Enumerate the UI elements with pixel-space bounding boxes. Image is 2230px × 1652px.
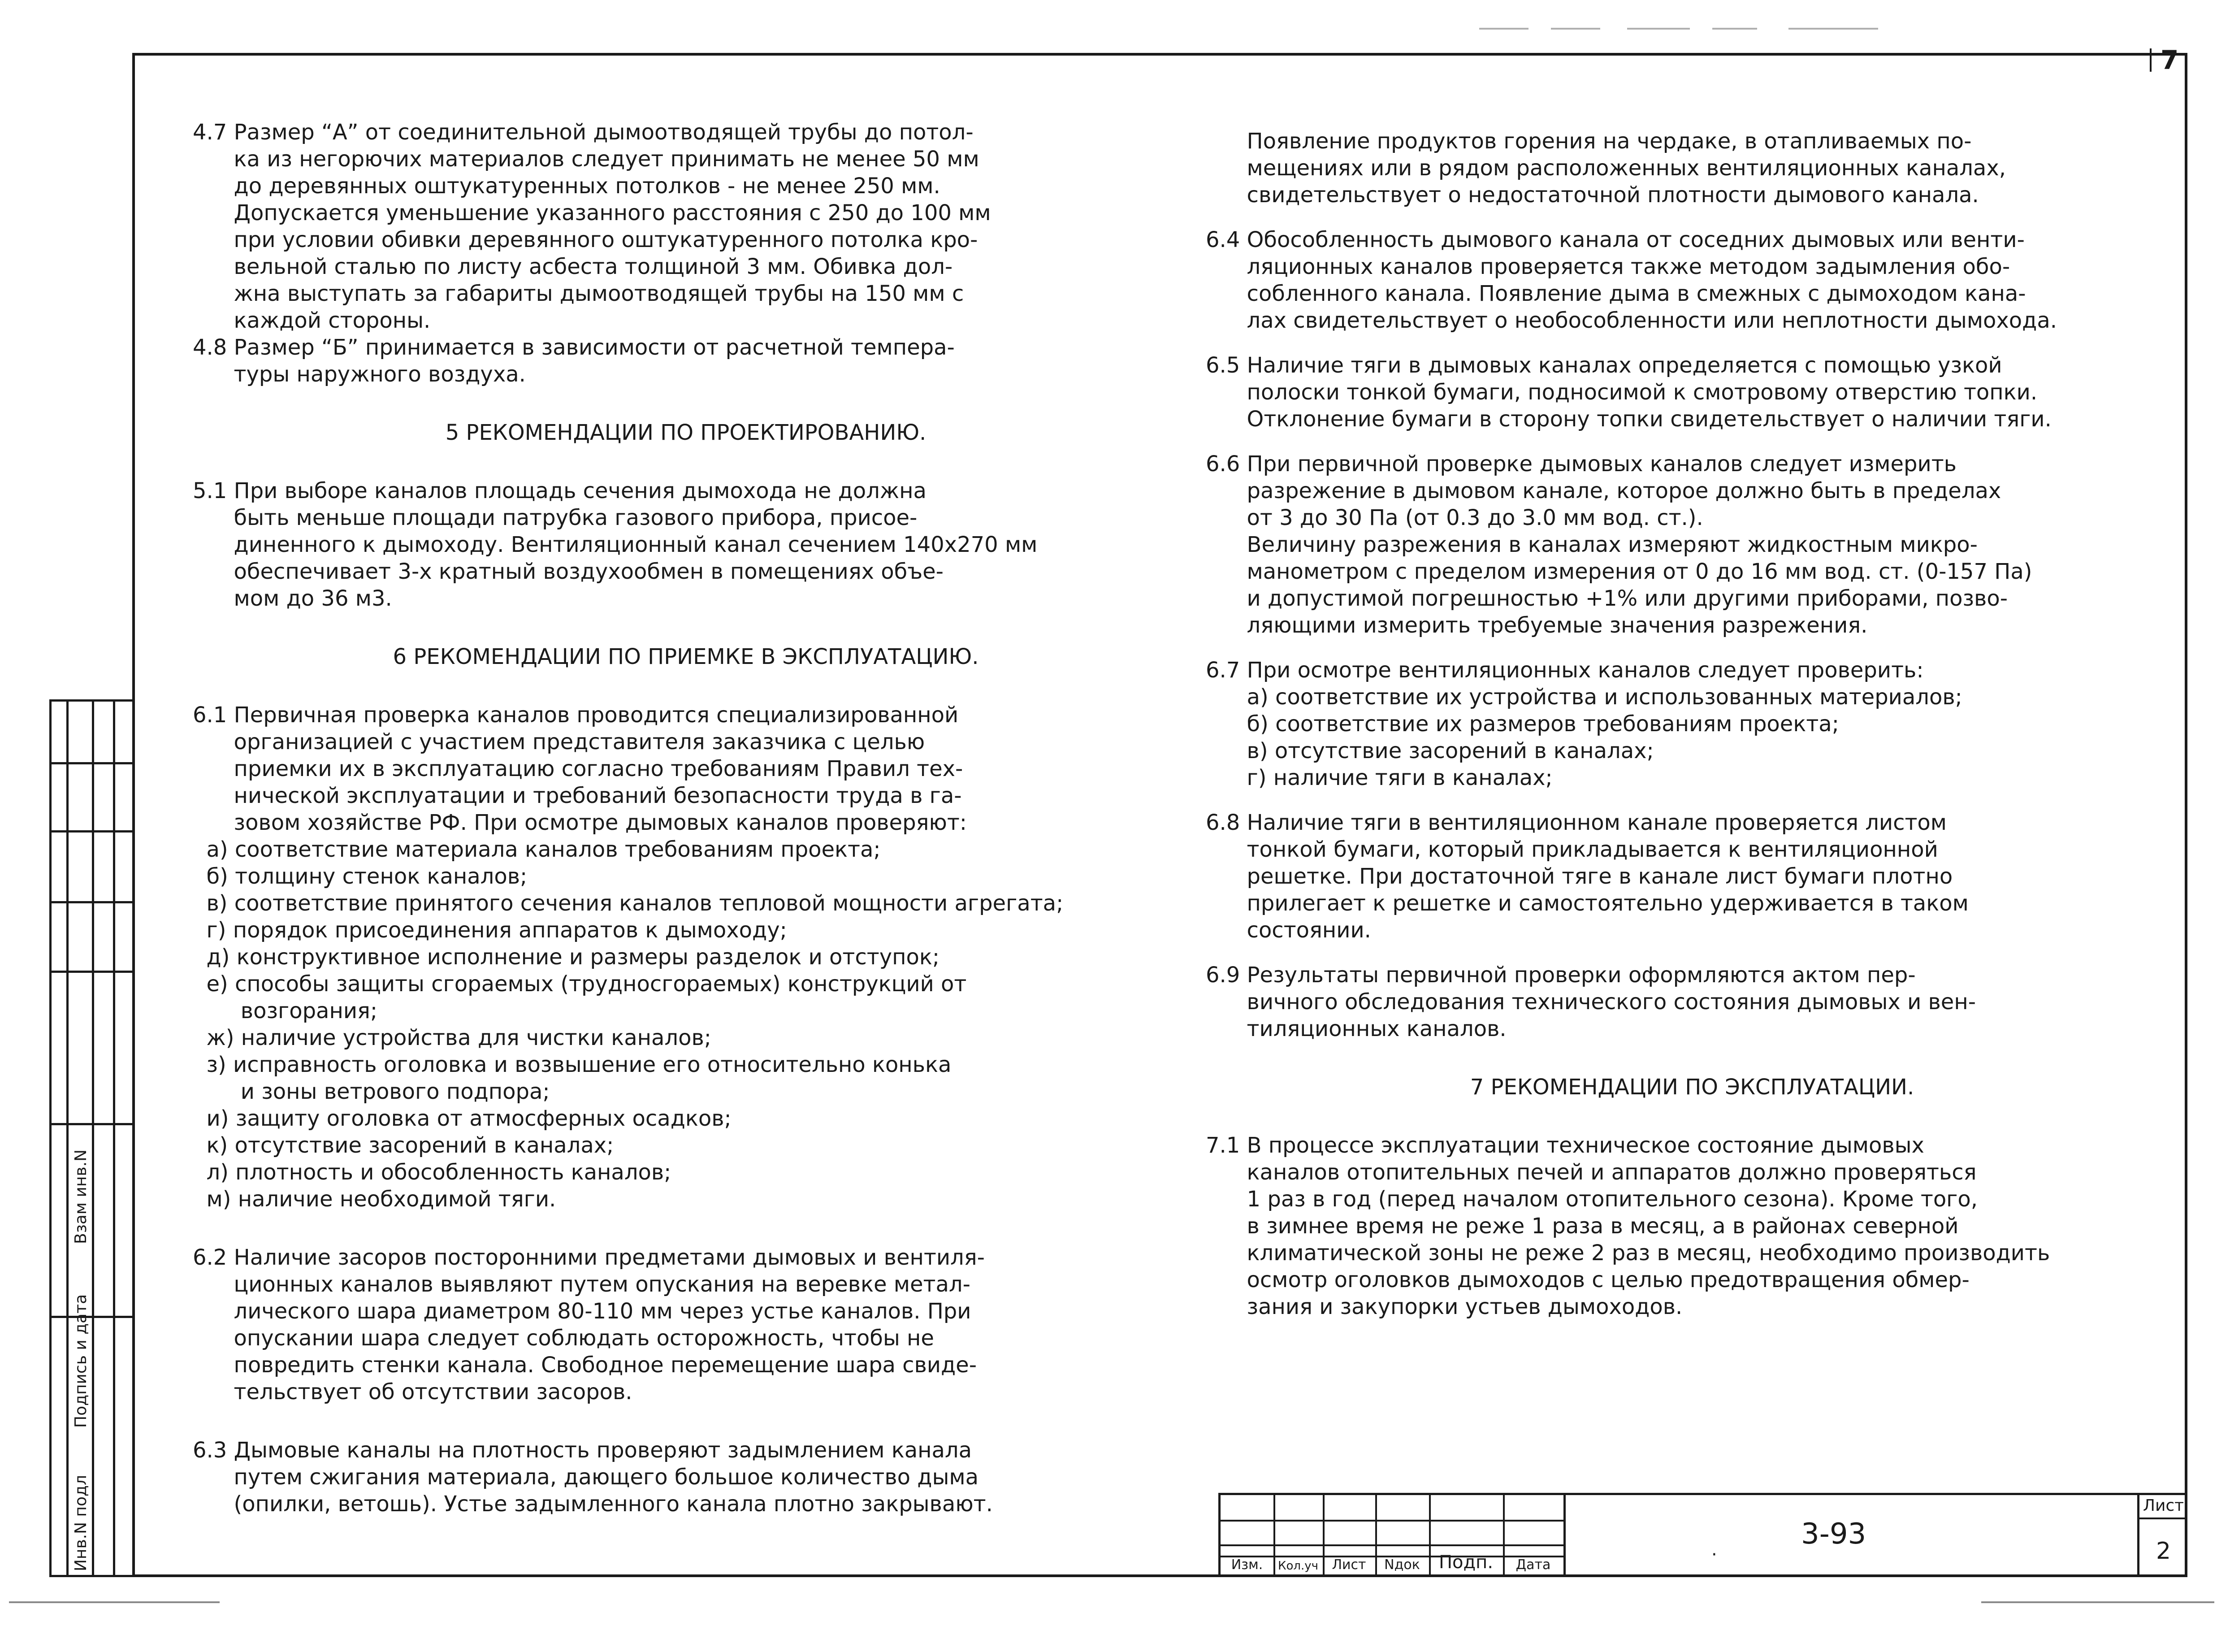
text-line: собленного канала. Появление дыма в смежных с дымоходом кана- (1206, 281, 2026, 306)
paragraph-gap (1206, 334, 2178, 352)
sheet-label: Лист (2139, 1496, 2187, 1519)
scan-dash (1788, 28, 1878, 30)
text-line: л) плотность и обособленность каналов; (193, 1160, 671, 1185)
text-line: в) отсутствие засорений в каналах; (1206, 738, 1654, 763)
section-heading: 6 РЕКОМЕНДАЦИИ ПО ПРИЕМКЕ В ЭКСПЛУАТАЦИЮ. (393, 644, 979, 669)
strip-divider (113, 702, 115, 1575)
text-line: б) соответствие их размеров требованиям проекта; (1206, 711, 1839, 737)
text-line: в) соответствие принятого сечения каналов тепловой мощности агрегата; (193, 891, 1064, 916)
text-line: к) отсутствие засорений в каналах; (193, 1133, 614, 1158)
strip-row-line (52, 762, 134, 764)
scan-dash (1712, 28, 1757, 30)
text-line: 6.2 Наличие засоров посторонними предметами дымовых и вентиля- (193, 1245, 985, 1270)
text-line: тиляционных каналов. (1206, 1016, 1507, 1041)
text-line: 6.5 Наличие тяги в дымовых каналах определяется с помощью узкой (1206, 353, 2002, 378)
text-line: решетке. При достаточной тяге в канале лист бумаги плотно (1206, 864, 1953, 889)
text-line: 7.1 В процессе эксплуатации техническое состояние дымовых (1206, 1133, 1924, 1158)
text-line: быть меньше площади патрубка газового прибора, присое- (193, 505, 918, 530)
text-line: 5.1 При выборе каналов площадь сечения дымохода не должна (193, 478, 927, 503)
strip-divider (92, 702, 94, 1575)
scan-dash (1479, 28, 1529, 30)
text-line: от 3 до 30 Па (от 0.3 до 3.0 мм вод. ст.). (1206, 505, 1703, 530)
scan-dash (1627, 28, 1690, 30)
sheet-number: 2 (2156, 1538, 2171, 1565)
text-line: зания и закупорки устьев дымоходов. (1206, 1294, 1683, 1319)
text-line: (опилки, ветошь). Устье задымленного канала плотно закрывают. (193, 1492, 993, 1517)
text-line: тонкой бумаги, который прикладывается к вентиляционной (1206, 837, 1938, 862)
section-gap (193, 1213, 1179, 1244)
text-line: б) толщину стенок каналов; (193, 864, 528, 889)
text-line: 6.7 При осмотре вентиляционных каналов следует проверить: (1206, 658, 1924, 683)
text-line: жна выступать за габариты дымоотводящей трубы на 150 мм с (193, 281, 964, 306)
text-line: обеспечивает 3-х кратный воздухообмен в помещениях объе- (193, 559, 944, 584)
text-line: ж) наличие устройства для чистки каналов; (193, 1025, 711, 1050)
tb-col-kol-uch: Кол.уч (1278, 1559, 1318, 1573)
text-line: в зимнее время не реже 1 раза в месяц, а в районах северной (1206, 1214, 1959, 1239)
bottom-rule (9, 1601, 220, 1603)
text-line: ляющими измерить требуемые значения разрежения. (1206, 613, 1868, 638)
bottom-rule (1981, 1601, 2214, 1603)
revision-grid (1218, 1493, 1563, 1577)
text-line: з) исправность оголовка и возвышение его относительно конька (193, 1052, 952, 1077)
text-line: лах свидетельствует о необособленности или неплотности дымохода. (1206, 308, 2057, 333)
section-gap (1206, 1101, 2178, 1132)
text-line: вичного обследования технического состояния дымовых и вен- (1206, 989, 1976, 1015)
scan-dash (1551, 28, 1600, 30)
text-line: нической эксплуатации и требований безопасности труда в га- (193, 783, 962, 808)
tb-dot: · (1711, 1544, 1717, 1565)
text-line: ляционных каналов проверяется также методом задымления обо- (1206, 254, 2010, 279)
text-line: м) наличие необходимой тяги. (193, 1187, 556, 1212)
left-binding-strip (49, 699, 134, 1577)
text-line: мом до 36 м3. (193, 586, 392, 611)
sheet-number-box (2137, 1493, 2187, 1577)
text-line: лического шара диаметром 80-110 мм через устье каналов. При (193, 1299, 971, 1324)
text-line: туры наружного воздуха. (193, 362, 526, 387)
text-line: д) конструктивное исполнение и размеры разделок и отступок; (193, 945, 940, 970)
grid-hline (1221, 1544, 1563, 1546)
tb-col-list: Лист (1332, 1557, 1366, 1573)
strip-label-inv-podl: Инв.N подл (72, 1475, 90, 1571)
section-gap (193, 388, 1179, 419)
text-line: Появление продуктов горения на чердаке, в отапливаемых по- (1206, 129, 1972, 154)
strip-divider (66, 702, 69, 1575)
text-line: Допускается уменьшение указанного расстояния с 250 до 100 мм (193, 200, 991, 225)
text-line: вельной сталью по листу асбеста толщиной 3 мм. Обивка дол- (193, 254, 953, 279)
text-line: г) порядок присоединения аппаратов к дымоходу; (193, 918, 787, 943)
text-line: мещениях или в рядом расположенных вентиляционных каналах, (1206, 156, 2006, 181)
text-line: организацией с участием представителя заказчика с целью (193, 729, 925, 754)
text-line: ка из негорючих материалов следует принимать не менее 50 мм (193, 147, 979, 172)
text-line: опускании шара следует соблюдать осторожность, чтобы не (193, 1326, 934, 1351)
text-line: до деревянных оштукатуренных потолков - не менее 250 мм. (193, 173, 940, 199)
text-line: ционных каналов выявляют путем опускания на веревке метал- (193, 1272, 970, 1297)
grid-hline (1221, 1520, 1563, 1522)
strip-row-line (52, 1316, 134, 1318)
text-line: е) способы защиты сгораемых (трудносгораемых) конструкций от (193, 971, 967, 997)
text-line: повредить стенки канала. Свободное перемещение шара свиде- (193, 1353, 977, 1378)
section-gap (193, 446, 1179, 477)
strip-row-line (52, 830, 134, 833)
text-line: приемки их в эксплуатацию согласно требованиям Правил тех- (193, 756, 963, 781)
paragraph-gap (1206, 639, 2178, 657)
section-gap (193, 612, 1179, 643)
text-line: 4.8 Размер “Б” принимается в зависимости от расчетной темпера- (193, 335, 955, 360)
text-line: диненного к дымоходу. Вентиляционный канал сечением 140х270 мм (193, 532, 1038, 557)
text-line: 6.8 Наличие тяги в вентиляционном канале проверяется листом (1206, 810, 1947, 835)
tb-col-ndok: Nдок (1384, 1557, 1420, 1573)
strip-label-vzam-inv: Взам инв.N (72, 1149, 90, 1244)
text-line: климатической зоны не реже 2 раз в месяц, необходимо производить (1206, 1240, 2050, 1266)
text-line: г) наличие тяги в каналах; (1206, 765, 1553, 790)
section-heading: 5 РЕКОМЕНДАЦИИ ПО ПРОЕКТИРОВАНИЮ. (445, 420, 927, 445)
sheet-mark: 7 (2161, 45, 2179, 75)
section-heading: 7 РЕКОМЕНДАЦИИ ПО ЭКСПЛУАТАЦИИ. (1470, 1075, 1914, 1100)
paragraph-gap (1206, 208, 2178, 226)
text-line: прилегает к решетке и самостоятельно удерживается в таком (1206, 891, 1969, 916)
section-gap (1206, 1042, 2178, 1074)
left-text-column (193, 119, 1179, 1518)
strip-row-line (52, 1123, 134, 1125)
text-line: 6.4 Обособленность дымового канала от соседних дымовых или венти- (1206, 227, 2025, 252)
text-line: путем сжигания материала, дающего большое количество дыма (193, 1465, 979, 1490)
text-line: 4.7 Размер “А” от соединительной дымоотводящей трубы до потол- (193, 120, 974, 145)
text-line: 1 раз в год (перед началом отопительного сезона). Кроме того, (1206, 1187, 1978, 1212)
text-line: Отклонение бумаги в сторону топки свидетельствует о наличии тяги. (1206, 407, 2052, 432)
section-gap (193, 1405, 1179, 1437)
paragraph-gap (1206, 433, 2178, 451)
tb-col-data: Дата (1516, 1557, 1551, 1573)
strip-row-line (52, 901, 134, 903)
text-line: зовом хозяйстве РФ. При осмотре дымовых каналов проверяют: (193, 810, 967, 835)
text-line: а) соответствие их устройства и использованных материалов; (1206, 685, 1962, 710)
text-line: каналов отопительных печей и аппаратов должно проверяться (1206, 1160, 1977, 1185)
text-line: а) соответствие материала каналов требованиям проекта; (193, 837, 881, 862)
title-main (1563, 1493, 2187, 1577)
text-line: разрежение в дымовом канале, которое должно быть в пределах (1206, 478, 2001, 503)
text-line: тельствует об отсутствии засоров. (193, 1379, 632, 1405)
right-text-column (1206, 128, 2178, 1320)
text-line: осмотр оголовков дымоходов с целью предотвращения обмер- (1206, 1267, 1970, 1292)
tb-col-izm: Изм. (1231, 1557, 1263, 1573)
document-code: 3-93 (1801, 1518, 1866, 1551)
text-line: при условии обивки деревянного оштукатуренного потолка кро- (193, 227, 978, 252)
text-line: полоски тонкой бумаги, подносимой к смотровому отверстию топки. (1206, 380, 2038, 405)
text-line: состоянии. (1206, 918, 1371, 943)
title-block (1218, 1493, 2187, 1577)
text-line: свидетельствует о недостаточной плотности дымового канала. (1206, 182, 1979, 208)
tb-col-podp: Подп. (1438, 1552, 1494, 1573)
text-line: 6.1 Первичная проверка каналов проводится специализированной (193, 702, 959, 728)
strip-label-podpis-data: Подпись и дата (72, 1294, 90, 1428)
text-line: Величину разрежения в каналах измеряют жидкостным микро- (1206, 532, 1978, 557)
strip-row-line (52, 971, 134, 973)
paragraph-gap (1206, 944, 2178, 962)
text-line: манометром с пределом измерения от 0 до 16 мм вод. ст. (0-157 Па) (1206, 559, 2032, 584)
text-line: и допустимой погрешностью +1% или другими приборами, позво- (1206, 586, 2008, 611)
text-line: каждой стороны. (193, 308, 431, 333)
paragraph-gap (1206, 791, 2178, 809)
text-line: возгорания; (193, 998, 378, 1023)
text-line: и зоны ветрового подпора; (193, 1079, 550, 1104)
text-line: и) защиту оголовка от атмосферных осадков; (193, 1106, 732, 1131)
text-line: 6.6 При первичной проверке дымовых каналов следует измерить (1206, 451, 1957, 477)
section-gap (193, 670, 1179, 702)
text-line: 6.3 Дымовые каналы на плотность проверяют задымлением канала (193, 1438, 972, 1463)
text-line: 6.9 Результаты первичной проверки оформляются актом пер- (1206, 963, 1916, 988)
